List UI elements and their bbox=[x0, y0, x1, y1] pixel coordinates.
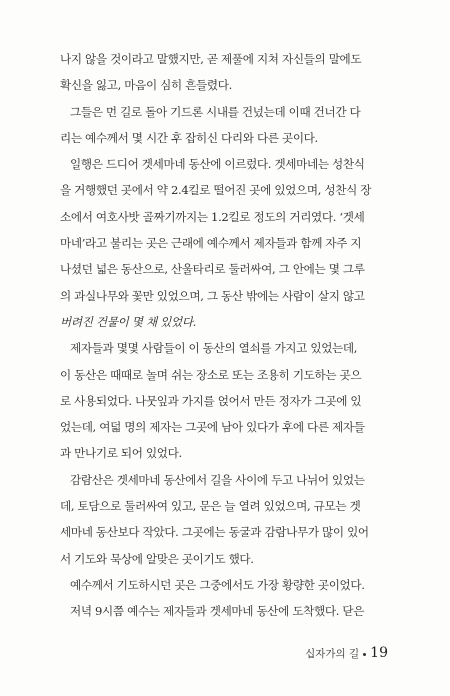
text-line: 의 과실나무와 꽃만 있었으며, 그 동산 밖에는 사람이 살지 않고 bbox=[60, 288, 365, 303]
text-line: 확신을 잃고, 마음이 심히 흔들렸다. bbox=[60, 78, 232, 93]
text-line: 일행은 드디어 겟세마네 동산에 이르렀다. 겟세마네는 성찬식 bbox=[70, 157, 365, 172]
text-line: 이 동산은 때때로 놀며 쉬는 장소로 또는 조용히 기도하는 곳으 bbox=[60, 367, 362, 382]
text-line: 리는 예수께서 몇 시간 후 잡히신 다리와 다른 곳이다. bbox=[60, 130, 318, 145]
running-header-chapter: 십자가의 길 bbox=[305, 648, 360, 660]
text-line: 세마네 동산보다 작았다. 그곳에는 동굴과 감람나무가 많이 있어 bbox=[60, 525, 369, 540]
text-line: 었는데, 여덟 명의 제자는 그곳에 남아 있다가 후에 다른 제자들 bbox=[60, 420, 365, 435]
page-number: 19 bbox=[370, 645, 388, 661]
text-line: 소에서 여호사밧 골짜기까지는 1.2킬로 정도의 거리였다. ‘겟세 bbox=[60, 209, 365, 224]
text-line: 그들은 먼 길로 돌아 기드론 시내를 건넜는데 이때 건너간 다 bbox=[70, 104, 361, 119]
body-text bbox=[60, 46, 378, 625]
text-line: 을 거행했던 곳에서 약 2.4킬로 떨어진 곳에 있었으며, 성찬식 장 bbox=[60, 183, 372, 198]
text-line: 데, 토담으로 둘러싸여 있고, 문은 늘 열려 있었으며, 규모는 겟 bbox=[60, 499, 361, 514]
text-line: 나셨던 넓은 동산으로, 산울타리로 둘러싸여, 그 안에는 몇 그루 bbox=[60, 262, 365, 277]
text-line: 과 만나기로 되어 있었다. bbox=[60, 446, 182, 461]
text-line: 버려진 건물이 몇 채 있었다. bbox=[60, 314, 197, 329]
text-line: 로 사용되었다. 나뭇잎과 가지를 얹어서 만든 정자가 그곳에 있 bbox=[60, 393, 362, 408]
text-line: 서 기도와 묵상에 알맞은 곳이기도 했다. bbox=[60, 551, 254, 566]
text-line: 마네’라고 불리는 곳은 근래에 예수께서 제자들과 함께 자주 지 bbox=[60, 236, 362, 251]
text-line: 감람산은 겟세마네 동산에서 길을 사이에 두고 나뉘어 있었는 bbox=[70, 472, 365, 487]
text-line: 제자들과 몇몇 사람들이 이 동산의 열쇠를 가지고 있었는데, bbox=[70, 341, 358, 356]
page-footer bbox=[305, 645, 388, 661]
text-line: 예수께서 기도하시던 곳은 그중에서도 가장 황량한 곳이었다. bbox=[70, 577, 365, 592]
text-line: 저녁 9시쯤 예수는 제자들과 겟세마네 동산에 도착했다. 닫은 bbox=[70, 604, 365, 619]
footer-separator-dot bbox=[363, 653, 366, 656]
text-line: 나지 않을 것이라고 말했지만, 곧 제풀에 지쳐 자신들의 말에도 bbox=[60, 52, 362, 66]
